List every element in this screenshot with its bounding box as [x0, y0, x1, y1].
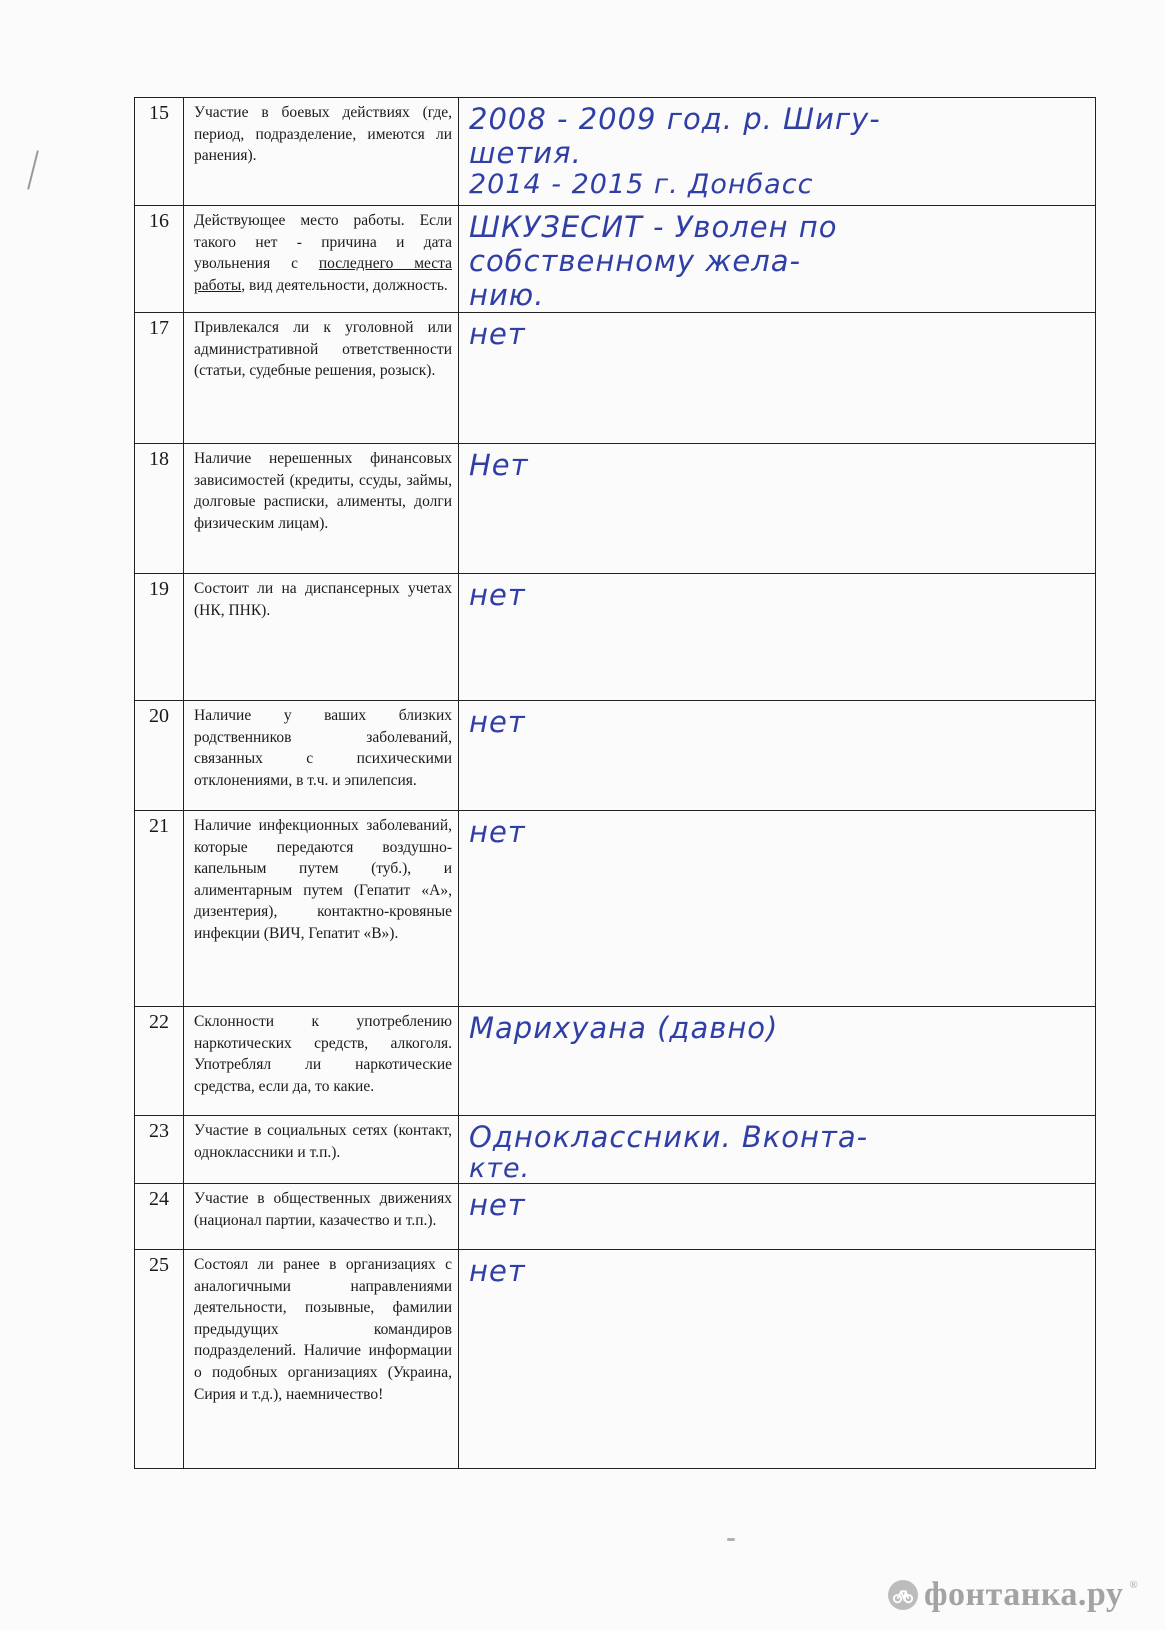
- answer-line: Одноклассники. Вконта-: [469, 1120, 869, 1154]
- table-row: [135, 574, 1096, 701]
- answer-line: кте.: [469, 1153, 531, 1184]
- row-number: 22: [135, 1007, 184, 1116]
- table-row: [135, 1116, 1096, 1184]
- questionnaire-table: [134, 97, 1096, 1469]
- question-text: Склонности к употреблению наркотических средств, алкоголя. Употреблял ли наркотические средства, если да, то какие.: [184, 1007, 459, 1116]
- question-text: Наличие у ваших близких родственников заболеваний, связанных с психическими отклонениями, в т.ч. и эпилепсия.: [184, 701, 459, 811]
- answer-line: нет: [469, 1254, 526, 1288]
- row-number: 24: [135, 1184, 184, 1250]
- question-text: Состоит ли на диспансерных учетах (НК, ПНК).: [184, 574, 459, 701]
- answer-line: нет: [469, 815, 526, 849]
- row-number: 15: [135, 98, 184, 206]
- answer-line: 2008 - 2009 год. р. Шигу-: [469, 102, 881, 136]
- row-number: 18: [135, 444, 184, 574]
- question-text-part: , вид деятельности, должность.: [241, 276, 448, 294]
- question-text: Участие в социальных сетях (контакт, одноклассники и т.п.).: [184, 1116, 459, 1184]
- handwritten-answer: [459, 206, 1096, 313]
- answer-line: нет: [469, 1188, 526, 1222]
- answer-line: нет: [469, 578, 526, 612]
- row-number: 20: [135, 701, 184, 811]
- handwritten-answer: [459, 98, 1096, 206]
- answer-line: 2014 - 2015 г. Донбасс: [469, 169, 814, 200]
- handwritten-answer: [459, 1007, 1096, 1116]
- handwritten-answer: [459, 1184, 1096, 1250]
- answer-line: шетия.: [469, 136, 582, 170]
- answer-line: нет: [469, 705, 526, 739]
- row-number: 17: [135, 313, 184, 444]
- watermark-text: фонтанка.ру: [924, 1576, 1124, 1613]
- question-text-underlined: последнего места работы: [194, 255, 452, 294]
- table-row: [135, 206, 1096, 313]
- row-number: 19: [135, 574, 184, 701]
- handwritten-answer: [459, 444, 1096, 574]
- question-text: Наличие инфекционных заболеваний, которые передаются воздушно-капельным путем (туб.), и алиментарным путем (Гепатит «А», дизентерия), контактно-кровяные инфекции (ВИЧ, Гепатит «В»).: [184, 811, 459, 1007]
- handwritten-answer: [459, 1116, 1096, 1184]
- question-text: Привлекался ли к уголовной или административной ответственности (статьи, судебные решения, розыск).: [184, 313, 459, 444]
- registered-mark: ®: [1129, 1579, 1138, 1591]
- answer-line: нию.: [469, 278, 545, 312]
- question-text: [184, 206, 459, 313]
- handwritten-answer: [459, 1250, 1096, 1469]
- table-row: [135, 1184, 1096, 1250]
- row-number: 21: [135, 811, 184, 1007]
- row-number: 23: [135, 1116, 184, 1184]
- answer-line: собственному жела-: [469, 244, 802, 278]
- bicycle-icon: [888, 1580, 918, 1610]
- scan-artifact: [727, 1538, 735, 1541]
- row-number: 25: [135, 1250, 184, 1469]
- question-text-part: Действующее место работы. Если такого нет - причина и дата увольнения с: [194, 212, 452, 273]
- answer-line: Марихуана (давно): [469, 1011, 779, 1045]
- watermark-logo: [888, 1577, 1138, 1613]
- table-row: [135, 1007, 1096, 1116]
- table-row: [135, 444, 1096, 574]
- row-number: 16: [135, 206, 184, 313]
- handwritten-answer: [459, 811, 1096, 1007]
- question-text: Участие в боевых действиях (где, период, подразделение, имеются ли ранения).: [184, 98, 459, 206]
- scan-artifact: [27, 150, 39, 189]
- table-row: [135, 811, 1096, 1007]
- question-text: Наличие нерешенных финансовых зависимостей (кредиты, ссуды, займы, долговые расписки, алименты, долги физическим лицам).: [184, 444, 459, 574]
- table-row: [135, 1250, 1096, 1469]
- question-text: Состоял ли ранее в организациях с аналогичными направлениями деятельности, позывные, фамилии предыдущих командиров подразделений. Наличие информации о подобных организациях (Украина, Сирия и т.д.), наемничество!: [184, 1250, 459, 1469]
- question-text: Участие в общественных движениях (национал партии, казачество и т.п.).: [184, 1184, 459, 1250]
- table-row: [135, 313, 1096, 444]
- answer-line: ШКУЗЕСИТ - Уволен по: [469, 210, 838, 244]
- table-row: [135, 98, 1096, 206]
- handwritten-answer: [459, 313, 1096, 444]
- handwritten-answer: [459, 701, 1096, 811]
- table-row: [135, 701, 1096, 811]
- handwritten-answer: [459, 574, 1096, 701]
- answer-line: Нет: [469, 448, 529, 482]
- answer-line: нет: [469, 317, 526, 351]
